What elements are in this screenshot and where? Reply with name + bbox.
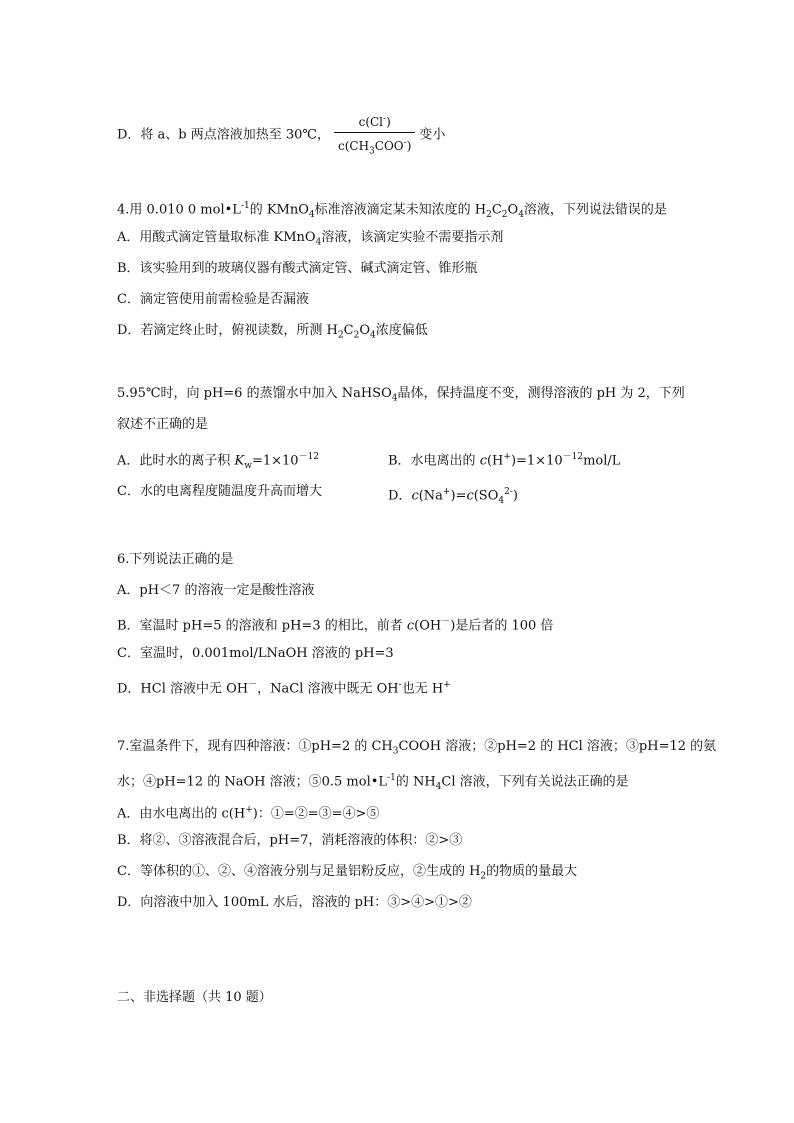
q4-stem: 4.用 0.010 0 $mol•L^{-1}$的 KMnO$_4$标准溶液滴定某未知浓度的 $H_2C_2O_4$溶液，下列说法错误的是 [117, 201, 667, 220]
q7-option-a: A．由水电离出的 c(H+)：①=②=③=④>⑤ [117, 805, 380, 822]
q5-option-a: A．此时水的离子积 $K_w=1\times 10^{-12}$ [117, 452, 320, 471]
q7-stem-line1: 7.室温条件下，现有四种溶液：①pH=2 的 $CH_3COOH$ 溶液；②pH=2 的 HCl 溶液；③pH=12 的氨 [117, 739, 717, 757]
fraction-numerator: c(Cl-) [334, 110, 415, 133]
q7-option-c: C．等体积的①、②、④溶液分别与足量铝粉反应，②生成的 $H_2$的物质的量最大 [117, 864, 578, 882]
q5-option-b: B．水电离出的 $c(H^+)=1\times 10^{-12}mol/L$ [388, 452, 621, 469]
q6-option-a: A．pH＜7 的溶液一定是酸性溶液 [117, 583, 315, 598]
q5-option-c: C．水的电离程度随温度升高而增大 [117, 484, 322, 499]
q3-d-suffix: 变小 [419, 127, 446, 143]
q4-option-c: C．滴定管使用前需检验是否漏液 [117, 292, 309, 307]
fraction-denominator: $c(CH_3COO^-)$ [337, 138, 412, 157]
q6-stem: 6.下列说法正确的是 [117, 552, 234, 567]
concentration-fraction [334, 110, 415, 160]
section-2-heading: 二、非选择题（共 10 题） [117, 990, 272, 1005]
q3-option-d [117, 110, 445, 160]
q4-option-b: B．该实验用到的玻璃仪器有酸式滴定管、碱式滴定管、锥形瓶 [117, 261, 478, 276]
q4-option-a: A．用酸式滴定管量取标准 KMnO$_4$溶液，该滴定实验不需要指示剂 [117, 230, 504, 248]
q5-stem-line2: 叙述不正确的是 [117, 417, 209, 432]
q5-stem-line1: 5.95℃时，向 pH=6 的蒸馏水中加入 NaHSO$_4$晶体，保持温度不变，测得溶液的 pH 为 2，下列 [117, 386, 685, 404]
q7-option-b: B．将②、③溶液混合后，pH=7，消耗溶液的体积：②>③ [117, 833, 463, 848]
q6-option-d: D．HCl 溶液中无 OH－，NaCl 溶液中既无 OH-也无 H+ [117, 680, 451, 697]
q3-d-prefix: D．将 a、b 两点溶液加热至 30℃， [117, 127, 330, 143]
q6-option-b: B．室温时 pH=5 的溶液和 pH=3 的相比，前者 c(OH－)是后者的 100 倍 [117, 617, 554, 634]
q5-option-d: D．$c(Na^+)=c(SO_4^{2-})$ [388, 487, 518, 506]
q4-option-d: D．若滴定终止时，俯视读数，所测 $H_2C_2O_4$浓度偏低 [117, 323, 428, 341]
q7-stem-line2: 水；④pH=12 的 NaOH 溶液；⑤0.5 $mol•L^{-1}$的 $NH_4Cl$ 溶液，下列有关说法正确的是 [117, 773, 629, 792]
q6-option-c: C．室温时，0.001mol/LNaOH 溶液的 pH=3 [117, 646, 394, 661]
q7-option-d: D．向溶液中加入 100mL 水后，溶液的 pH：③>④>①>② [117, 895, 472, 910]
